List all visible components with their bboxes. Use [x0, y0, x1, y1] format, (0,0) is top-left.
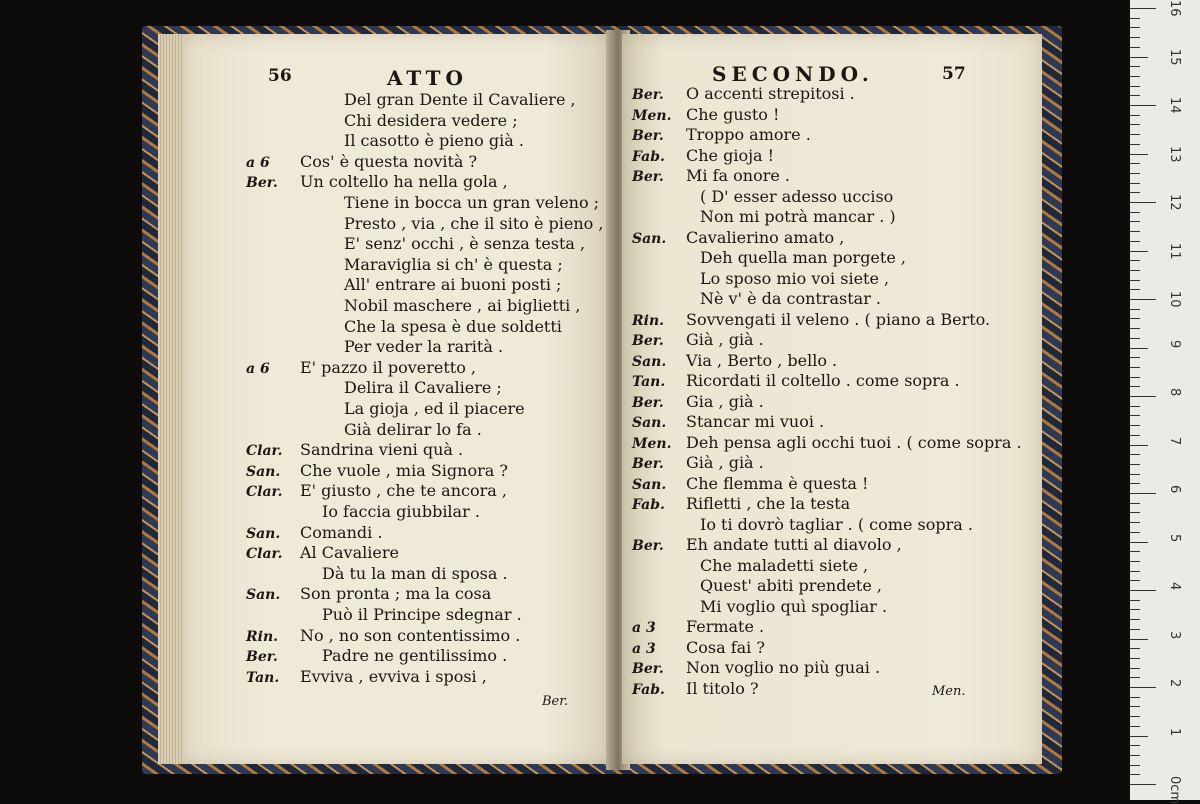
- verse-text: No , no son contentissimo .: [300, 625, 521, 645]
- text-line: [246, 152, 477, 173]
- verse-text: Via , Berto , bello .: [686, 350, 838, 370]
- verse-text: Che la spesa è due soldetti: [344, 316, 562, 336]
- ruler-tick: [1130, 551, 1140, 552]
- right-catchword: Men.: [932, 684, 966, 699]
- ruler-label: 8: [1167, 388, 1182, 397]
- ruler-tick: [1130, 37, 1140, 38]
- verse-text: Già delirar lo fa .: [344, 419, 482, 439]
- verse-text: Non mi potrà mancar . ): [700, 207, 896, 226]
- speaker-label: San.: [632, 230, 667, 247]
- verse-text: Troppo amore .: [686, 125, 811, 144]
- ruler-tick: [1130, 774, 1140, 775]
- ruler-label: 1: [1167, 727, 1182, 736]
- speaker-label: Men.: [632, 435, 672, 452]
- text-line: [246, 111, 518, 131]
- ruler-tick: [1130, 648, 1140, 649]
- verse-text: Che vuole , mia Signora ?: [300, 460, 508, 480]
- ruler-tick: [1130, 357, 1140, 358]
- speaker-label: San.: [246, 463, 281, 480]
- verse-text: Cavalierino amato ,: [686, 227, 845, 247]
- text-line: [246, 234, 585, 254]
- verse-text: Deh quella man porgete ,: [700, 248, 906, 267]
- verse-text: Io faccia giubbilar .: [322, 502, 480, 521]
- speaker-label: San.: [632, 353, 667, 370]
- text-line: [632, 576, 882, 596]
- ruler-tick: [1130, 765, 1140, 766]
- text-line: [246, 358, 476, 379]
- ruler-tick: [1130, 716, 1140, 717]
- verse-text: Già , già .: [686, 453, 764, 472]
- speaker-label: Ber.: [632, 87, 664, 103]
- text-line: [632, 556, 868, 576]
- verse-text: Mi voglio quì spogliar .: [700, 596, 888, 616]
- ruler-tick: [1130, 76, 1140, 77]
- speaker-label: San.: [632, 476, 667, 493]
- ruler-tick: [1130, 95, 1140, 96]
- text-line: [246, 626, 520, 647]
- verse-text: Che maladetti siete ,: [700, 555, 869, 575]
- speaker-label: Ber.: [632, 333, 664, 349]
- verse-text: La gioja , ed il piacere: [344, 399, 525, 418]
- speaker-label: Rin.: [632, 312, 665, 329]
- verse-text: All' entrare ai buoni posti ;: [344, 275, 562, 295]
- ruler-tick: [1130, 522, 1140, 523]
- ruler-tick: [1130, 241, 1140, 242]
- speaker-label: Ber.: [632, 394, 664, 411]
- text-line: [246, 420, 482, 440]
- ruler-tick: [1130, 415, 1140, 416]
- verse-text: Delira il Cavaliere ;: [344, 378, 502, 398]
- ruler-tick: [1130, 386, 1140, 387]
- ruler-label: 2: [1167, 679, 1182, 688]
- speaker-label: a 6: [246, 360, 270, 377]
- verse-text: O accenti strepitosi .: [686, 84, 855, 103]
- ruler-tick: [1130, 328, 1140, 329]
- verse-text: Maraviglia si ch' è questa ;: [344, 254, 563, 274]
- ruler-tick: [1130, 154, 1148, 155]
- verse-text: Comandi .: [300, 522, 383, 542]
- ruler-tick: [1130, 289, 1140, 290]
- ruler-tick: [1130, 202, 1156, 203]
- ruler-tick: [1130, 318, 1140, 319]
- verse-text: Stancar mi vuoi .: [686, 412, 825, 431]
- ruler-tick: [1130, 571, 1140, 572]
- text-line: [632, 166, 790, 187]
- speaker-label: San.: [246, 525, 281, 542]
- verse-text: Può il Principe sdegnar .: [322, 605, 522, 624]
- speaker-label: Ber.: [246, 175, 278, 192]
- ruler-tick: [1130, 561, 1140, 562]
- text-line: [246, 667, 487, 688]
- text-line: [632, 494, 850, 515]
- text-line: [246, 90, 576, 110]
- ruler-label: 13: [1167, 145, 1182, 163]
- text-line: [632, 330, 764, 351]
- text-line: [632, 248, 906, 268]
- ruler-tick: [1130, 454, 1140, 455]
- verse-text: Che flemma è questa !: [686, 473, 869, 493]
- verse-text: Dà tu la man di sposa .: [322, 563, 508, 583]
- speaker-label: a 3: [632, 640, 656, 657]
- text-line: [246, 461, 508, 482]
- ruler-tick: [1130, 270, 1140, 271]
- ruler-tick: [1130, 280, 1140, 281]
- text-line: [632, 125, 811, 146]
- ruler-tick: [1130, 105, 1156, 106]
- verse-text: Cosa fai ?: [686, 637, 765, 657]
- text-line: [632, 269, 889, 289]
- speaker-label: Men.: [632, 107, 672, 124]
- ruler-tick: [1130, 425, 1140, 426]
- ruler-tick: [1130, 512, 1140, 513]
- left-page-number: 56: [268, 66, 292, 86]
- speaker-label: San.: [632, 415, 667, 431]
- speaker-label: Ber.: [632, 169, 664, 185]
- ruler-tick: [1130, 192, 1140, 193]
- ruler-tick: [1130, 115, 1140, 116]
- speaker-label: a 3: [632, 620, 656, 636]
- verse-text: Il titolo ?: [686, 678, 759, 698]
- text-line: [632, 515, 973, 535]
- text-line: [632, 433, 1022, 454]
- text-line: [246, 337, 503, 357]
- text-line: [632, 658, 880, 679]
- verse-text: Sovvengati il veleno . ( piano a Berto.: [686, 309, 991, 329]
- ruler-label: 7: [1167, 436, 1182, 445]
- ruler-tick: [1130, 697, 1140, 698]
- verse-text: Fermate .: [686, 617, 765, 636]
- text-line: [632, 638, 765, 659]
- verse-text: Nobil maschere , ai biglietti ,: [344, 296, 581, 315]
- ruler-tick: [1130, 338, 1140, 339]
- measuring-ruler: [1130, 0, 1200, 804]
- ruler-tick: [1130, 445, 1148, 446]
- speaker-label: Clar.: [246, 484, 283, 501]
- text-line: [632, 617, 764, 638]
- text-line: [632, 597, 887, 617]
- verse-text: Son pronta ; ma la cosa: [300, 584, 492, 604]
- speaker-label: Fab.: [632, 681, 665, 698]
- text-line: [632, 289, 881, 309]
- ruler-tick: [1130, 396, 1156, 397]
- text-line: [246, 605, 522, 625]
- text-line: [632, 535, 902, 556]
- ruler-label: 9: [1167, 339, 1182, 348]
- ruler-tick: [1130, 736, 1148, 737]
- text-line: [246, 255, 563, 275]
- speaker-label: a 6: [246, 154, 270, 171]
- speaker-label: Clar.: [246, 546, 283, 563]
- text-line: [246, 523, 382, 544]
- verse-text: Per veder la rarità .: [344, 337, 504, 357]
- text-line: [632, 84, 855, 105]
- right-page-header: SECONDO.: [712, 62, 874, 86]
- ruler-tick: [1130, 173, 1140, 174]
- ruler-label: 0cm: [1167, 776, 1182, 804]
- verse-text: Gia , già .: [686, 391, 764, 411]
- speaker-label: Clar.: [246, 443, 283, 460]
- left-catchword: Ber.: [542, 694, 569, 709]
- verse-text: Lo sposo mio voi siete ,: [700, 268, 890, 288]
- ruler-tick: [1130, 260, 1140, 261]
- text-line: [632, 207, 896, 227]
- text-line: [632, 351, 837, 372]
- ruler-label: 5: [1167, 533, 1182, 542]
- verse-text: Deh pensa agli occhi tuoi . ( come sopra .: [686, 432, 1022, 452]
- text-line: [246, 193, 599, 213]
- ruler-tick: [1130, 134, 1140, 135]
- ruler-label: 3: [1167, 630, 1182, 639]
- text-line: [246, 564, 508, 584]
- verse-text: Del gran Dente il Cavaliere ,: [344, 90, 576, 109]
- text-line: [632, 146, 774, 167]
- verse-text: Chi desidera vedere ;: [344, 110, 518, 130]
- ruler-tick: [1130, 367, 1140, 368]
- verse-text: Il casotto è pieno già .: [344, 131, 524, 151]
- text-line: [246, 296, 580, 316]
- text-line: [246, 502, 480, 522]
- ruler-tick: [1130, 639, 1148, 640]
- ruler-label: 11: [1167, 242, 1182, 260]
- ruler-tick: [1130, 609, 1140, 610]
- speaker-label: San.: [246, 587, 281, 604]
- page-edges: [158, 34, 184, 764]
- ruler-tick: [1130, 784, 1156, 785]
- ruler-tick: [1130, 231, 1140, 232]
- ruler-tick: [1130, 464, 1140, 465]
- right-page: [622, 34, 1042, 764]
- verse-text: Quest' abiti prendete ,: [700, 576, 882, 595]
- ruler-tick: [1130, 8, 1156, 9]
- text-line: [246, 378, 502, 398]
- verse-text: Che gioja !: [686, 145, 775, 165]
- verse-text: Padre ne gentilissimo .: [322, 646, 508, 666]
- verse-text: Non voglio no più guai .: [686, 658, 881, 677]
- speaker-label: Fab.: [632, 497, 665, 513]
- ruler-tick: [1130, 755, 1140, 756]
- verse-text: Io ti dovrò tagliar . ( come sopra .: [700, 514, 973, 534]
- speaker-label: Ber.: [246, 649, 278, 666]
- verse-text: Già , già .: [686, 330, 764, 349]
- ruler-tick: [1130, 348, 1148, 349]
- ruler-label: 14: [1167, 97, 1182, 114]
- speaker-label: Tan.: [246, 669, 280, 686]
- ruler-label: 12: [1167, 194, 1182, 211]
- verse-text: Un coltello ha nella gola ,: [300, 172, 508, 192]
- ruler-tick: [1130, 86, 1140, 87]
- ruler-tick: [1130, 124, 1140, 125]
- verse-text: Ricordati il coltello . come sopra .: [686, 371, 960, 390]
- text-line: [632, 453, 764, 474]
- text-line: [246, 172, 508, 193]
- ruler-tick: [1130, 47, 1140, 48]
- ruler-tick: [1130, 668, 1140, 669]
- text-line: [246, 131, 524, 151]
- ruler-tick: [1130, 299, 1156, 300]
- verse-text: Che gusto !: [686, 104, 780, 124]
- speaker-label: Ber.: [632, 128, 664, 144]
- verse-text: Sandrina vieni quà .: [300, 440, 464, 460]
- ruler-tick: [1130, 221, 1140, 222]
- text-line: [246, 275, 561, 295]
- ruler-tick: [1130, 629, 1140, 630]
- ruler-tick: [1130, 493, 1156, 494]
- ruler-tick: [1130, 658, 1140, 659]
- ruler-label: 4: [1167, 582, 1182, 591]
- verse-text: E' giusto , che te ancora ,: [300, 481, 507, 501]
- text-line: [632, 228, 844, 249]
- ruler-tick: [1130, 406, 1140, 407]
- left-page-header: ATTO: [387, 66, 468, 90]
- ruler-tick: [1130, 435, 1140, 436]
- text-line: [246, 584, 491, 605]
- text-line: [246, 646, 507, 667]
- ruler-tick: [1130, 619, 1140, 620]
- verse-text: Cos' è questa novità ?: [300, 151, 478, 171]
- verse-text: E' senz' occhi , è senza testa ,: [344, 234, 586, 254]
- ruler-tick: [1130, 18, 1140, 19]
- verse-text: E' pazzo il poveretto ,: [300, 357, 477, 377]
- text-line: [632, 187, 893, 207]
- text-line: [246, 481, 507, 502]
- ruler-tick: [1130, 580, 1140, 581]
- ruler-tick: [1130, 57, 1148, 58]
- ruler-tick: [1130, 745, 1140, 746]
- ruler-tick: [1130, 687, 1156, 688]
- ruler-tick: [1130, 163, 1140, 164]
- ruler-tick: [1130, 251, 1148, 252]
- text-line: [632, 371, 960, 392]
- ruler-tick: [1130, 27, 1140, 28]
- ruler-tick: [1130, 309, 1140, 310]
- verse-text: Al Cavaliere: [300, 543, 399, 563]
- verse-text: Mi fa onore .: [686, 166, 790, 185]
- text-line: [632, 105, 779, 126]
- text-line: [246, 214, 603, 234]
- text-line: [632, 310, 990, 331]
- text-line: [246, 317, 562, 337]
- ruler-tick: [1130, 66, 1140, 67]
- ruler-tick: [1130, 212, 1140, 213]
- text-line: [246, 440, 463, 461]
- ruler-tick: [1130, 483, 1140, 484]
- ruler-label: 10: [1167, 291, 1182, 308]
- verse-text: Nè v' è da contrastar .: [700, 289, 882, 308]
- verse-text: Eh andate tutti al diavolo ,: [686, 535, 902, 554]
- speaker-label: Ber.: [632, 456, 664, 472]
- speaker-label: Tan.: [632, 374, 666, 390]
- text-line: [246, 543, 399, 564]
- verse-text: Presto , via , che il sito è pieno ,: [344, 213, 604, 233]
- ruler-label: 6: [1167, 485, 1182, 494]
- ruler-tick: [1130, 474, 1140, 475]
- text-line: [246, 399, 525, 419]
- ruler-tick: [1130, 726, 1140, 727]
- ruler-tick: [1130, 677, 1140, 678]
- verse-text: Evviva , evviva i sposi ,: [300, 666, 487, 686]
- ruler-label: 16: [1167, 0, 1182, 17]
- verse-text: Rifletti , che la testa: [686, 494, 851, 513]
- ruler-tick: [1130, 183, 1140, 184]
- speaker-label: Fab.: [632, 148, 665, 165]
- text-line: [632, 679, 759, 700]
- ruler-label: 15: [1167, 48, 1182, 66]
- ruler-tick: [1130, 144, 1140, 145]
- speaker-label: Ber.: [632, 538, 664, 554]
- right-page-number: 57: [942, 64, 966, 84]
- verse-text: Tiene in bocca un gran veleno ;: [344, 193, 600, 212]
- left-page: [182, 34, 612, 764]
- ruler-tick: [1130, 532, 1140, 533]
- ruler-tick: [1130, 542, 1148, 543]
- speaker-label: Rin.: [246, 628, 279, 645]
- ruler-tick: [1130, 600, 1140, 601]
- ruler-tick: [1130, 503, 1140, 504]
- text-line: [632, 474, 868, 495]
- text-line: [632, 392, 764, 413]
- verse-text: ( D' esser adesso ucciso: [700, 186, 894, 206]
- ruler-tick: [1130, 377, 1140, 378]
- text-line: [632, 412, 824, 433]
- speaker-label: Ber.: [632, 661, 664, 677]
- ruler-tick: [1130, 706, 1140, 707]
- ruler-tick: [1130, 590, 1156, 591]
